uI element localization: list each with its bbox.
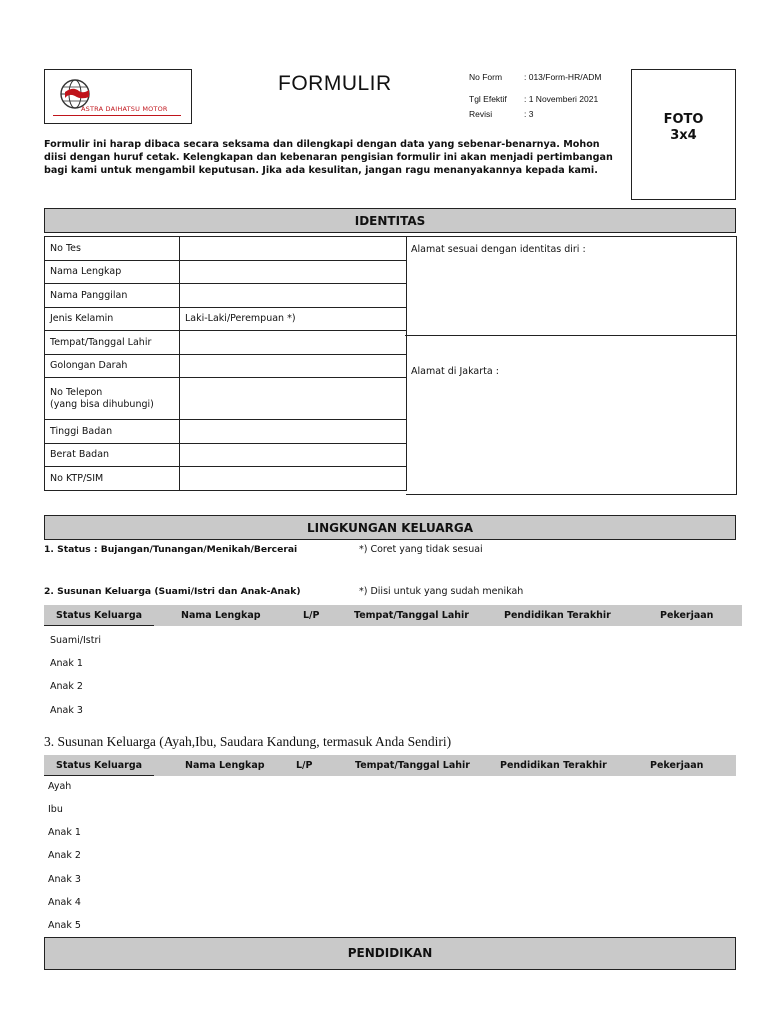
field-label: No KTP/SIM bbox=[45, 467, 180, 491]
field-label: Jenis Kelamin bbox=[45, 307, 180, 331]
marital-status: 1. Status : Bujangan/Tunangan/Menikah/Bercerai bbox=[44, 544, 298, 555]
table-row bbox=[45, 467, 407, 491]
table-row bbox=[45, 331, 407, 355]
list-item: Anak 3 bbox=[50, 705, 83, 716]
field-value-input[interactable] bbox=[180, 378, 407, 420]
susunan-keluarga-2-title: 3. Susunan Keluarga (Ayah,Ibu, Saudara Kandung, termasuk Anda Sendiri) bbox=[44, 734, 452, 749]
table-row bbox=[45, 284, 407, 308]
meta-value: : 3 bbox=[524, 109, 534, 119]
table-row bbox=[45, 354, 407, 378]
family-table-2-header bbox=[44, 755, 736, 776]
column-header: Pekerjaan bbox=[650, 760, 704, 771]
table-row bbox=[45, 378, 407, 420]
section-keluarga: LINGKUNGAN KELUARGA bbox=[44, 515, 736, 540]
field-label: Tempat/Tanggal Lahir bbox=[45, 331, 180, 355]
address-box[interactable] bbox=[406, 236, 737, 495]
field-value-input[interactable] bbox=[180, 237, 407, 261]
meta-label: Revisi bbox=[469, 109, 493, 119]
meta-revisi bbox=[469, 109, 534, 119]
field-value-input[interactable]: Laki-Laki/Perempuan *) bbox=[180, 307, 407, 331]
photo-box[interactable] bbox=[631, 69, 736, 200]
list-item: Anak 1 bbox=[50, 658, 83, 669]
field-label-line2: (yang bisa dihubungi) bbox=[50, 398, 154, 410]
column-header: L/P bbox=[303, 610, 320, 621]
field-label-line1: No Telepon bbox=[50, 386, 103, 398]
field-label: Nama Panggilan bbox=[45, 284, 180, 308]
section-identitas: IDENTITAS bbox=[44, 208, 736, 233]
column-header: Status Keluarga bbox=[44, 755, 154, 776]
field-label: Nama Lengkap bbox=[45, 260, 180, 284]
identity-table bbox=[44, 236, 407, 491]
column-header: Nama Lengkap bbox=[185, 760, 265, 771]
table-row bbox=[45, 237, 407, 261]
address-id-label: Alamat sesuai dengan identitas diri : bbox=[411, 244, 586, 255]
list-item: Anak 1 bbox=[48, 827, 81, 838]
meta-tgl-efektif bbox=[469, 94, 599, 104]
column-header: Pekerjaan bbox=[660, 610, 714, 621]
list-item: Anak 4 bbox=[48, 897, 81, 908]
address-jakarta-label: Alamat di Jakarta : bbox=[411, 366, 499, 377]
field-value-input[interactable] bbox=[180, 467, 407, 491]
status-note: *) Coret yang tidak sesuai bbox=[359, 544, 483, 555]
list-item: Ibu bbox=[48, 804, 63, 815]
table-row bbox=[45, 307, 407, 331]
form-title: FORMULIR bbox=[278, 72, 392, 95]
list-item: Anak 2 bbox=[50, 681, 83, 692]
susunan-keluarga-1-note: *) Diisi untuk yang sudah menikah bbox=[359, 586, 524, 597]
column-header: Tempat/Tanggal Lahir bbox=[354, 610, 469, 621]
list-item: Anak 2 bbox=[48, 850, 81, 861]
intro-text: Formulir ini harap dibaca secara seksama dan dilengkapi dengan data yang sebenar-benarnya. Mohon diisi dengan huruf cetak. Kelengkapan dan kebenaran pengisian formulir ini akan menjadi pertimbangan bagi kami untuk mengambil keputusan. Jika ada kesulitan, jangan ragu menanyakannya kepada kami. bbox=[44, 139, 613, 176]
logo-underline bbox=[53, 115, 181, 116]
column-header: Pendidikan Terakhir bbox=[500, 760, 607, 771]
photo-label: FOTO bbox=[663, 112, 704, 127]
field-value-input[interactable] bbox=[180, 354, 407, 378]
section-pendidikan: PENDIDIKAN bbox=[44, 937, 736, 970]
column-header: Tempat/Tanggal Lahir bbox=[355, 760, 470, 771]
field-label: Berat Badan bbox=[45, 443, 180, 467]
field-value-input[interactable] bbox=[180, 420, 407, 444]
field-value-input[interactable] bbox=[180, 443, 407, 467]
field-label: No Tes bbox=[45, 237, 180, 261]
column-header: Nama Lengkap bbox=[181, 610, 261, 621]
column-header: Status Keluarga bbox=[44, 605, 154, 626]
column-header: Pendidikan Terakhir bbox=[504, 610, 611, 621]
field-label: Tinggi Badan bbox=[45, 420, 180, 444]
logo-text: ASTRA DAIHATSU MOTOR bbox=[81, 105, 168, 113]
list-item: Anak 5 bbox=[48, 920, 81, 931]
meta-no-form bbox=[469, 72, 602, 82]
family-table-1-header bbox=[44, 605, 742, 626]
address-divider bbox=[405, 335, 736, 336]
meta-value: : 013/Form-HR/ADM bbox=[524, 72, 602, 82]
table-row bbox=[45, 260, 407, 284]
field-label bbox=[45, 378, 180, 420]
meta-label: No Form bbox=[469, 72, 503, 82]
column-header: L/P bbox=[296, 760, 313, 771]
list-item: Anak 3 bbox=[48, 874, 81, 885]
field-value-input[interactable] bbox=[180, 284, 407, 308]
list-item: Suami/Istri bbox=[50, 635, 101, 646]
field-value-input[interactable] bbox=[180, 260, 407, 284]
field-value-input[interactable] bbox=[180, 331, 407, 355]
meta-value: : 1 Novemberi 2021 bbox=[524, 94, 599, 104]
field-label: Golongan Darah bbox=[45, 354, 180, 378]
company-logo bbox=[44, 69, 192, 124]
table-row bbox=[45, 420, 407, 444]
meta-label: Tgl Efektif bbox=[469, 94, 507, 104]
susunan-keluarga-1-title: 2. Susunan Keluarga (Suami/Istri dan Anak-Anak) bbox=[44, 586, 301, 597]
photo-size: 3x4 bbox=[670, 128, 697, 143]
list-item: Ayah bbox=[48, 781, 72, 792]
table-row bbox=[45, 443, 407, 467]
